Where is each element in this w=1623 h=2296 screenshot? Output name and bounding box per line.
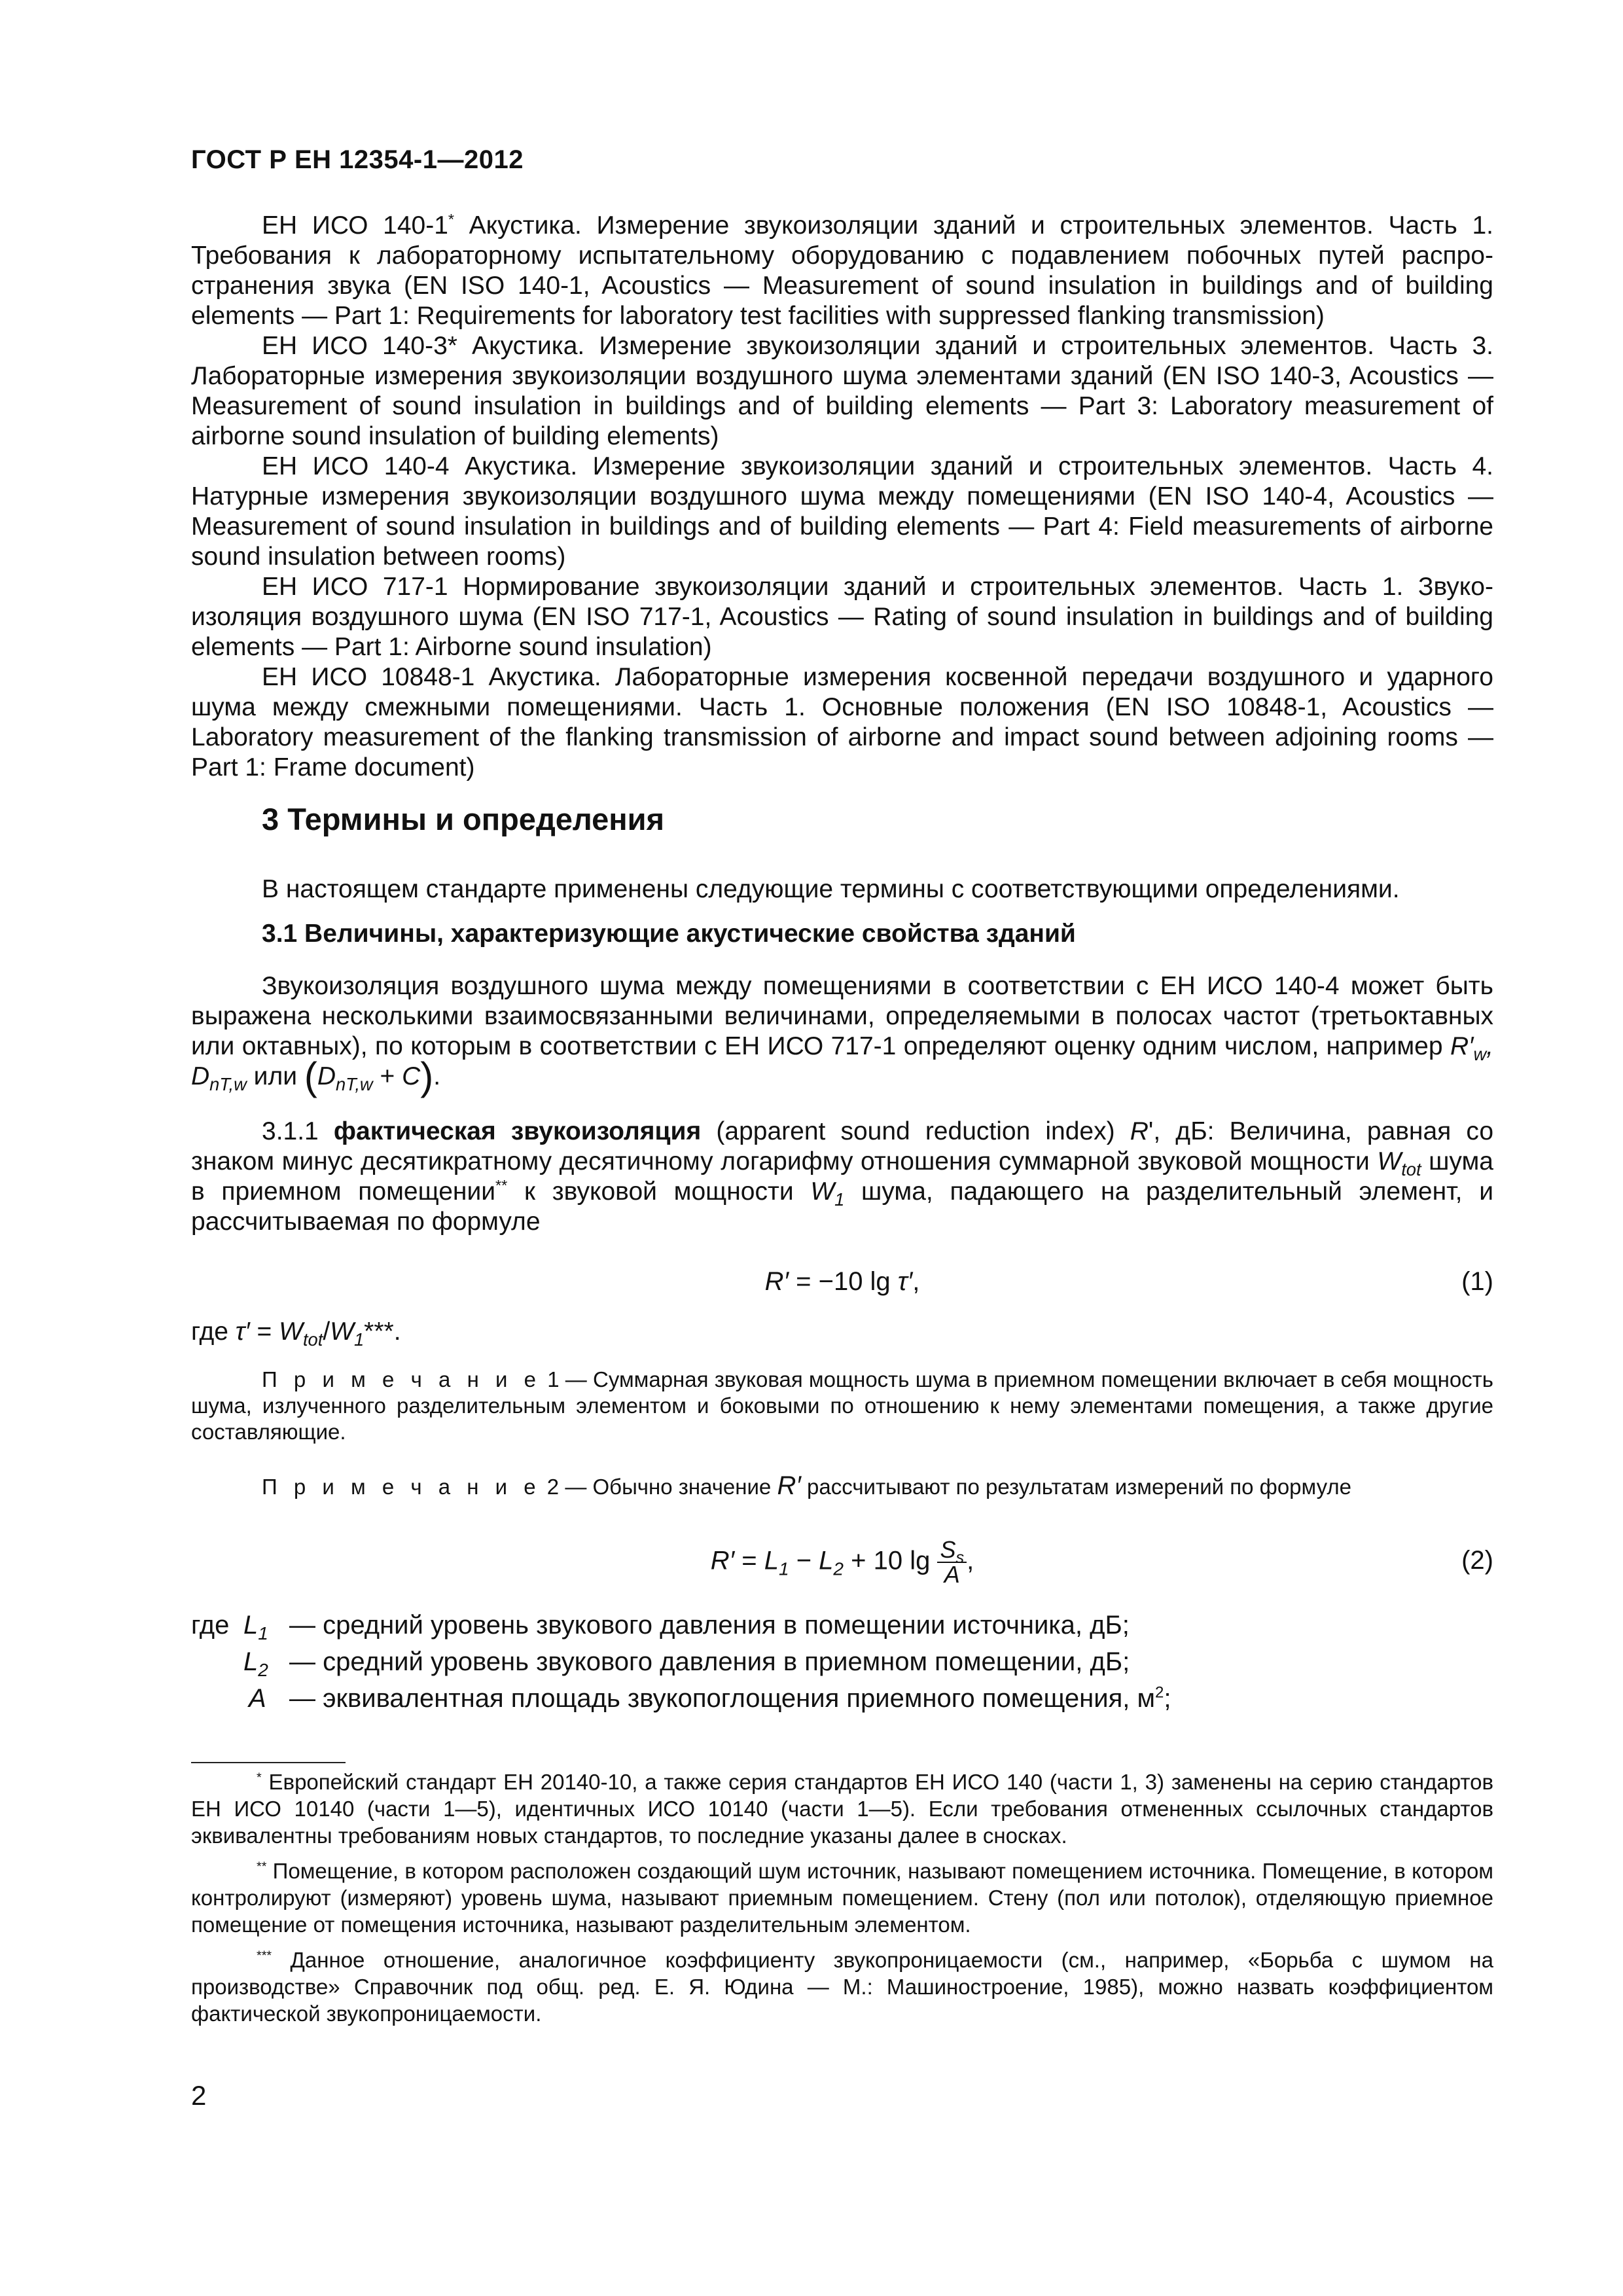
reference-entry: ЕН ИСО 140-3* Акустика. Измерение звукоизоляции зданий и строительных элементов. Часть 3. Лабораторные измерения звукоизоляции воздушного шума элементами зданий (EN ISO 140-3, Acoustics — Measurement of sound insulation in buildings and of building elements — Part 3: Laboratory measurement of airborne sound insulation of building elements) <box>191 332 1493 450</box>
paragraph: Звукоизоляция воздушного шума между помещениями в соответствии с ЕН ИСО 140-4 может быть выражена несколькими взаимосвязанными величинами, определяемыми в полосах частот (третьоктавных или октавных), по которым в соответствии с ЕН ИСО 717-1 определяют оценку одним числом, например $R'_w$, $D_{nT,w}$ или $(D_{nT,w} + C)$. <box>191 972 1493 1098</box>
equation-1: R′ = −10 lg τ′, (1) <box>764 1267 1493 1296</box>
note-2: П р и м е ч а н и е 2 — Обычно значение R′ рассчитывают по результатам измерений по формуле <box>262 1471 1351 1500</box>
reference-entry: ЕН ИСО 10848-1 Акустика. Лабораторные измерения косвенной передачи воздушного и ударного шума между смежными помещениями. Часть 1. Основные положения (EN ISO 10848-1, Acoustics — Laboratory measurement of the flanking transmission of airborne and impact sound between adjoining rooms — Part 1: Frame document) <box>191 663 1493 781</box>
subsection-title: 3.1 Величины, характеризующие акустические свойства зданий <box>262 920 1076 948</box>
definition-row: A — эквивалентная площадь звукопоглощения приемного помещения, $м^2$; <box>249 1683 1171 1713</box>
definition-row: где $L_1$ — средний уровень звукового давления в помещении источника, дБ; <box>191 1611 1130 1643</box>
reference-entry: ЕН ИСО 140-4 Акустика. Измерение звукоизоляции зданий и строительных элементов. Часть 4. Натурные измерения звукоизоляции воздушного шума между помещениями (EN ISO 140-4, Acoustics — Measurement of sound insulation in buildings and of building elements — Part 4: Field measurements of airborne sound insulation between rooms) <box>191 452 1493 571</box>
term-definition: 3.1.1 фактическая звукоизоляция (apparent sound reduction index) R', дБ: Величина, равная со знаком минус десятикратному десятичному логарифму отношения суммарной звуковой мощности $W_{tot}$ шума в приемном помещении** к звуковой мощности $W_1$ шума, падающего на разделительный элемент, и рассчитываемая по формуле <box>191 1117 1494 1236</box>
term-name: фактическая звукоизоляция <box>333 1117 702 1145</box>
page-number: 2 <box>191 2080 207 2111</box>
symbol-rw: $R'_w$, $D_{nT,w}$ <box>191 1032 1493 1094</box>
definition-row: $L_2$ — средний уровень звукового давления в приемном помещении, дБ; <box>243 1647 1130 1680</box>
section-intro: В настоящем стандарте применены следующие термины с соответствующими определениями. <box>262 875 1400 903</box>
document-header: ГОСТ Р ЕН 12354-1—2012 <box>191 145 524 174</box>
footnote-divider <box>191 1762 346 1763</box>
definitions-list <box>191 1607 1171 1717</box>
symbol-dntw-c: $(D_{nT,w} + C)$ <box>304 1054 434 1098</box>
footnote: ** Помещение, в котором расположен создающий шум источник, называют помещением источника. Помещение, в котором контролируют (измеряют) уровень шума, называют приемным помещением. Стену (пол или потолок), отделяющую приемное помещение от помещения источника, называют разделительным элементом. <box>191 1859 1493 1937</box>
section-title: 3 Термины и определения <box>262 802 664 836</box>
equation-2: $R' = L_1 - L_2 + 10$ lg $\frac{S_s}{A}$ , (2) <box>710 1536 1493 1588</box>
footnote: * Европейский стандарт ЕН 20140-10, а также серия стандартов ЕН ИСО 140 (части 1, 3) заменены на серию стандартов ЕН ИСО 10140 (части 1—5), идентичных ИСО 10140 (части 1—5). Если требования отмененных ссылочных стандартов эквивалентны требованиям новых стандартов, то последние указаны далее в сносках. <box>191 1770 1493 1848</box>
reference-entry: ЕН ИСО 717-1 Нормирование звукоизоляции зданий и строительных элементов. Часть 1. Звукоизоляция воздушного шума (EN ISO 717-1, Acoustics — Rating of sound insulation in buildings and of building elements — Part 1: Airborne sound insulation) <box>191 573 1493 661</box>
reference-entry: ЕН ИСО 140-1* Акустика. Измерение звукоизоляции зданий и строительных элементов. Часть 1. Требования к лабораторному испытательному оборудованию с подавлением побочных путей распространения звука (EN ISO 140-1, Acoustics — Measurement of sound insulation in buildings and of building elements — Part 1: Requirements for laboratory test facilities with suppressed flanking transmission) <box>191 211 1493 330</box>
footnote: *** Данное отношение, аналогичное коэффициенту звукопроницаемости (см., например, «Борьба с шумом на производстве» Справочник под общ. ред. Е. Я. Юдина — М.: Машиностроение, 1985), можно назвать коэффициентом фактической звукопроницаемости. <box>191 1948 1493 2026</box>
note-1: П р и м е ч а н и е 1 — Суммарная звуковая мощность шума в приемном помещении включает в себя мощность шума, излученного разделительным элементом и боковыми по отношению к нему элементами помещения, а также другие составляющие. <box>191 1367 1493 1444</box>
equation-1-where: где $\tau' = W_{tot}/W_1***$. <box>191 1318 401 1350</box>
